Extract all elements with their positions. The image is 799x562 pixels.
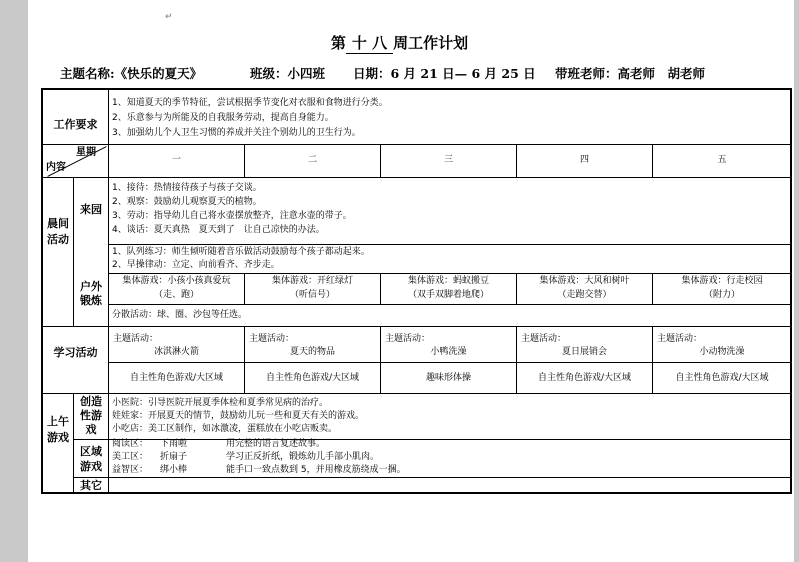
title-week: 十 八 xyxy=(346,32,393,54)
title-suffix: 周工作计划 xyxy=(393,34,469,52)
area-zone: 阅读区： xyxy=(112,439,149,449)
topic-name: 夏天的物品 xyxy=(289,347,335,357)
area-goal: 用完整的语言复述故事。 xyxy=(226,439,326,449)
area-item: 折扇子 xyxy=(160,452,188,462)
outdoor-line: 2、早操律动：立定、向前看齐、齐步走。 xyxy=(112,260,280,270)
group-game-b: （走跑交替） xyxy=(557,290,612,300)
topic-head: 主题活动： xyxy=(657,334,703,344)
arrival-line: 3、劳动：指导幼儿自己将水壶摆放整齐，注意水壶的带子。 xyxy=(112,211,352,221)
area-goal: 能手口一致点数到 5，并用橡皮筋绕成一捆。 xyxy=(226,465,406,475)
group-game-a: 集体游戏：小孩小孩真爱玩 xyxy=(122,276,231,286)
topic-head: 主题活动： xyxy=(113,334,159,344)
arrival-line: 2、观察：鼓励幼儿观察夏天的植物。 xyxy=(112,197,262,207)
day-friday: 五 xyxy=(717,155,727,165)
group-game-b: （双手双脚着地爬） xyxy=(407,290,489,300)
corner-game: 自主性角色游戏/大区域 xyxy=(675,373,769,383)
work-requirements-label: 工作要求 xyxy=(53,118,98,131)
corner-game: 趣味形体操 xyxy=(425,373,471,383)
work-line: 1、知道夏天的季节特征，尝试根据季节变化对衣服和食物进行分类。 xyxy=(112,98,388,108)
group-game-b: （附力） xyxy=(703,290,740,300)
group-game-a: 集体游戏：蚂蚁搬豆 xyxy=(407,276,489,286)
creative-line: 娃娃家：开展夏天的情节，鼓励幼儿玩一些和夏天有关的游戏。 xyxy=(112,411,365,421)
date-range: 日期：6 月 21 日— 6 月 25 日 xyxy=(353,66,536,81)
outdoor-line: 1、队列练习：师生倾听随着音乐做活动鼓励每个孩子都动起来。 xyxy=(112,247,370,257)
morning-activity-label: 晨间活动 xyxy=(47,217,69,246)
corner-game: 自主性角色游戏/大区域 xyxy=(265,373,360,383)
area-item: 下雨啦 xyxy=(160,439,188,449)
paragraph-mark: ↵ xyxy=(165,12,173,22)
corner-game: 自主性角色游戏/大区域 xyxy=(129,373,224,383)
topic-name: 冰淇淋火箭 xyxy=(153,347,199,357)
area-zone: 益智区： xyxy=(112,465,149,475)
arrival-line: 4、谈话：夏天真热 夏天到了 让自己凉快的办法。 xyxy=(112,225,325,235)
topic-name: 夏日展销会 xyxy=(561,347,607,357)
scattered-activity: 分散活动：球、圈、沙包等任选。 xyxy=(112,310,248,320)
day-thursday: 四 xyxy=(579,155,589,165)
corner-game: 自主性角色游戏/大区域 xyxy=(537,373,632,383)
group-game-a: 集体游戏：行走校园 xyxy=(681,276,763,286)
group-game-a: 集体游戏：开红绿灯 xyxy=(271,276,353,286)
group-game-b: （走、跑） xyxy=(153,290,199,300)
area-games-label: 区域游戏 xyxy=(80,445,102,473)
creative-line: 小医院：引导医院开展夏季体检和夏季常见病的治疗。 xyxy=(112,398,329,408)
area-item: 绑小棒 xyxy=(160,465,188,475)
day-monday: 一 xyxy=(171,155,181,165)
forenoon-games-label: 上午游戏 xyxy=(47,415,69,444)
arrival-label: 来园 xyxy=(80,203,102,216)
other-label: 其它 xyxy=(80,479,102,492)
topic-head: 主题活动： xyxy=(249,334,295,344)
teachers: 带班老师：高老师 胡老师 xyxy=(555,66,706,81)
creative-games-label: 创造性游戏 xyxy=(80,395,102,436)
area-zone: 美工区： xyxy=(112,452,149,462)
arrival-line: 1、接待：热情接待孩子与孩子交谈。 xyxy=(112,183,262,193)
group-game-b: （听信号） xyxy=(289,290,335,300)
area-goal: 学习正反折纸，锻炼幼儿手部小肌肉。 xyxy=(226,452,380,462)
study-activity-label: 学习活动 xyxy=(53,346,98,359)
day-wednesday: 三 xyxy=(443,155,453,165)
title-prefix: 第 xyxy=(330,34,346,52)
outdoor-exercise-label: 户外锻炼 xyxy=(80,280,102,307)
day-tuesday: 二 xyxy=(307,155,317,165)
corner-content: 内容 xyxy=(46,162,66,173)
theme-name: 主题名称:《快乐的夏天》 xyxy=(60,66,203,81)
group-game-a: 集体游戏：大风和树叶 xyxy=(539,276,630,286)
topic-name: 小动物洗澡 xyxy=(699,347,745,357)
creative-line: 小吃店：美工区制作，如冰激凌，蛋糕放在小吃店贩卖。 xyxy=(112,424,338,434)
class-name: 班级：小四班 xyxy=(250,66,326,81)
topic-head: 主题活动： xyxy=(521,334,567,344)
page-title xyxy=(0,32,799,54)
work-line: 3、加强幼儿个人卫生习惯的养成并关注个别幼儿的卫生行为。 xyxy=(112,128,361,138)
topic-head: 主题活动： xyxy=(385,334,431,344)
work-line: 2、乐意参与为所能及的自我服务劳动，提高自身能力。 xyxy=(112,113,334,123)
corner-weekday: 星期 xyxy=(76,147,96,158)
topic-name: 小鸭洗澡 xyxy=(430,347,467,357)
